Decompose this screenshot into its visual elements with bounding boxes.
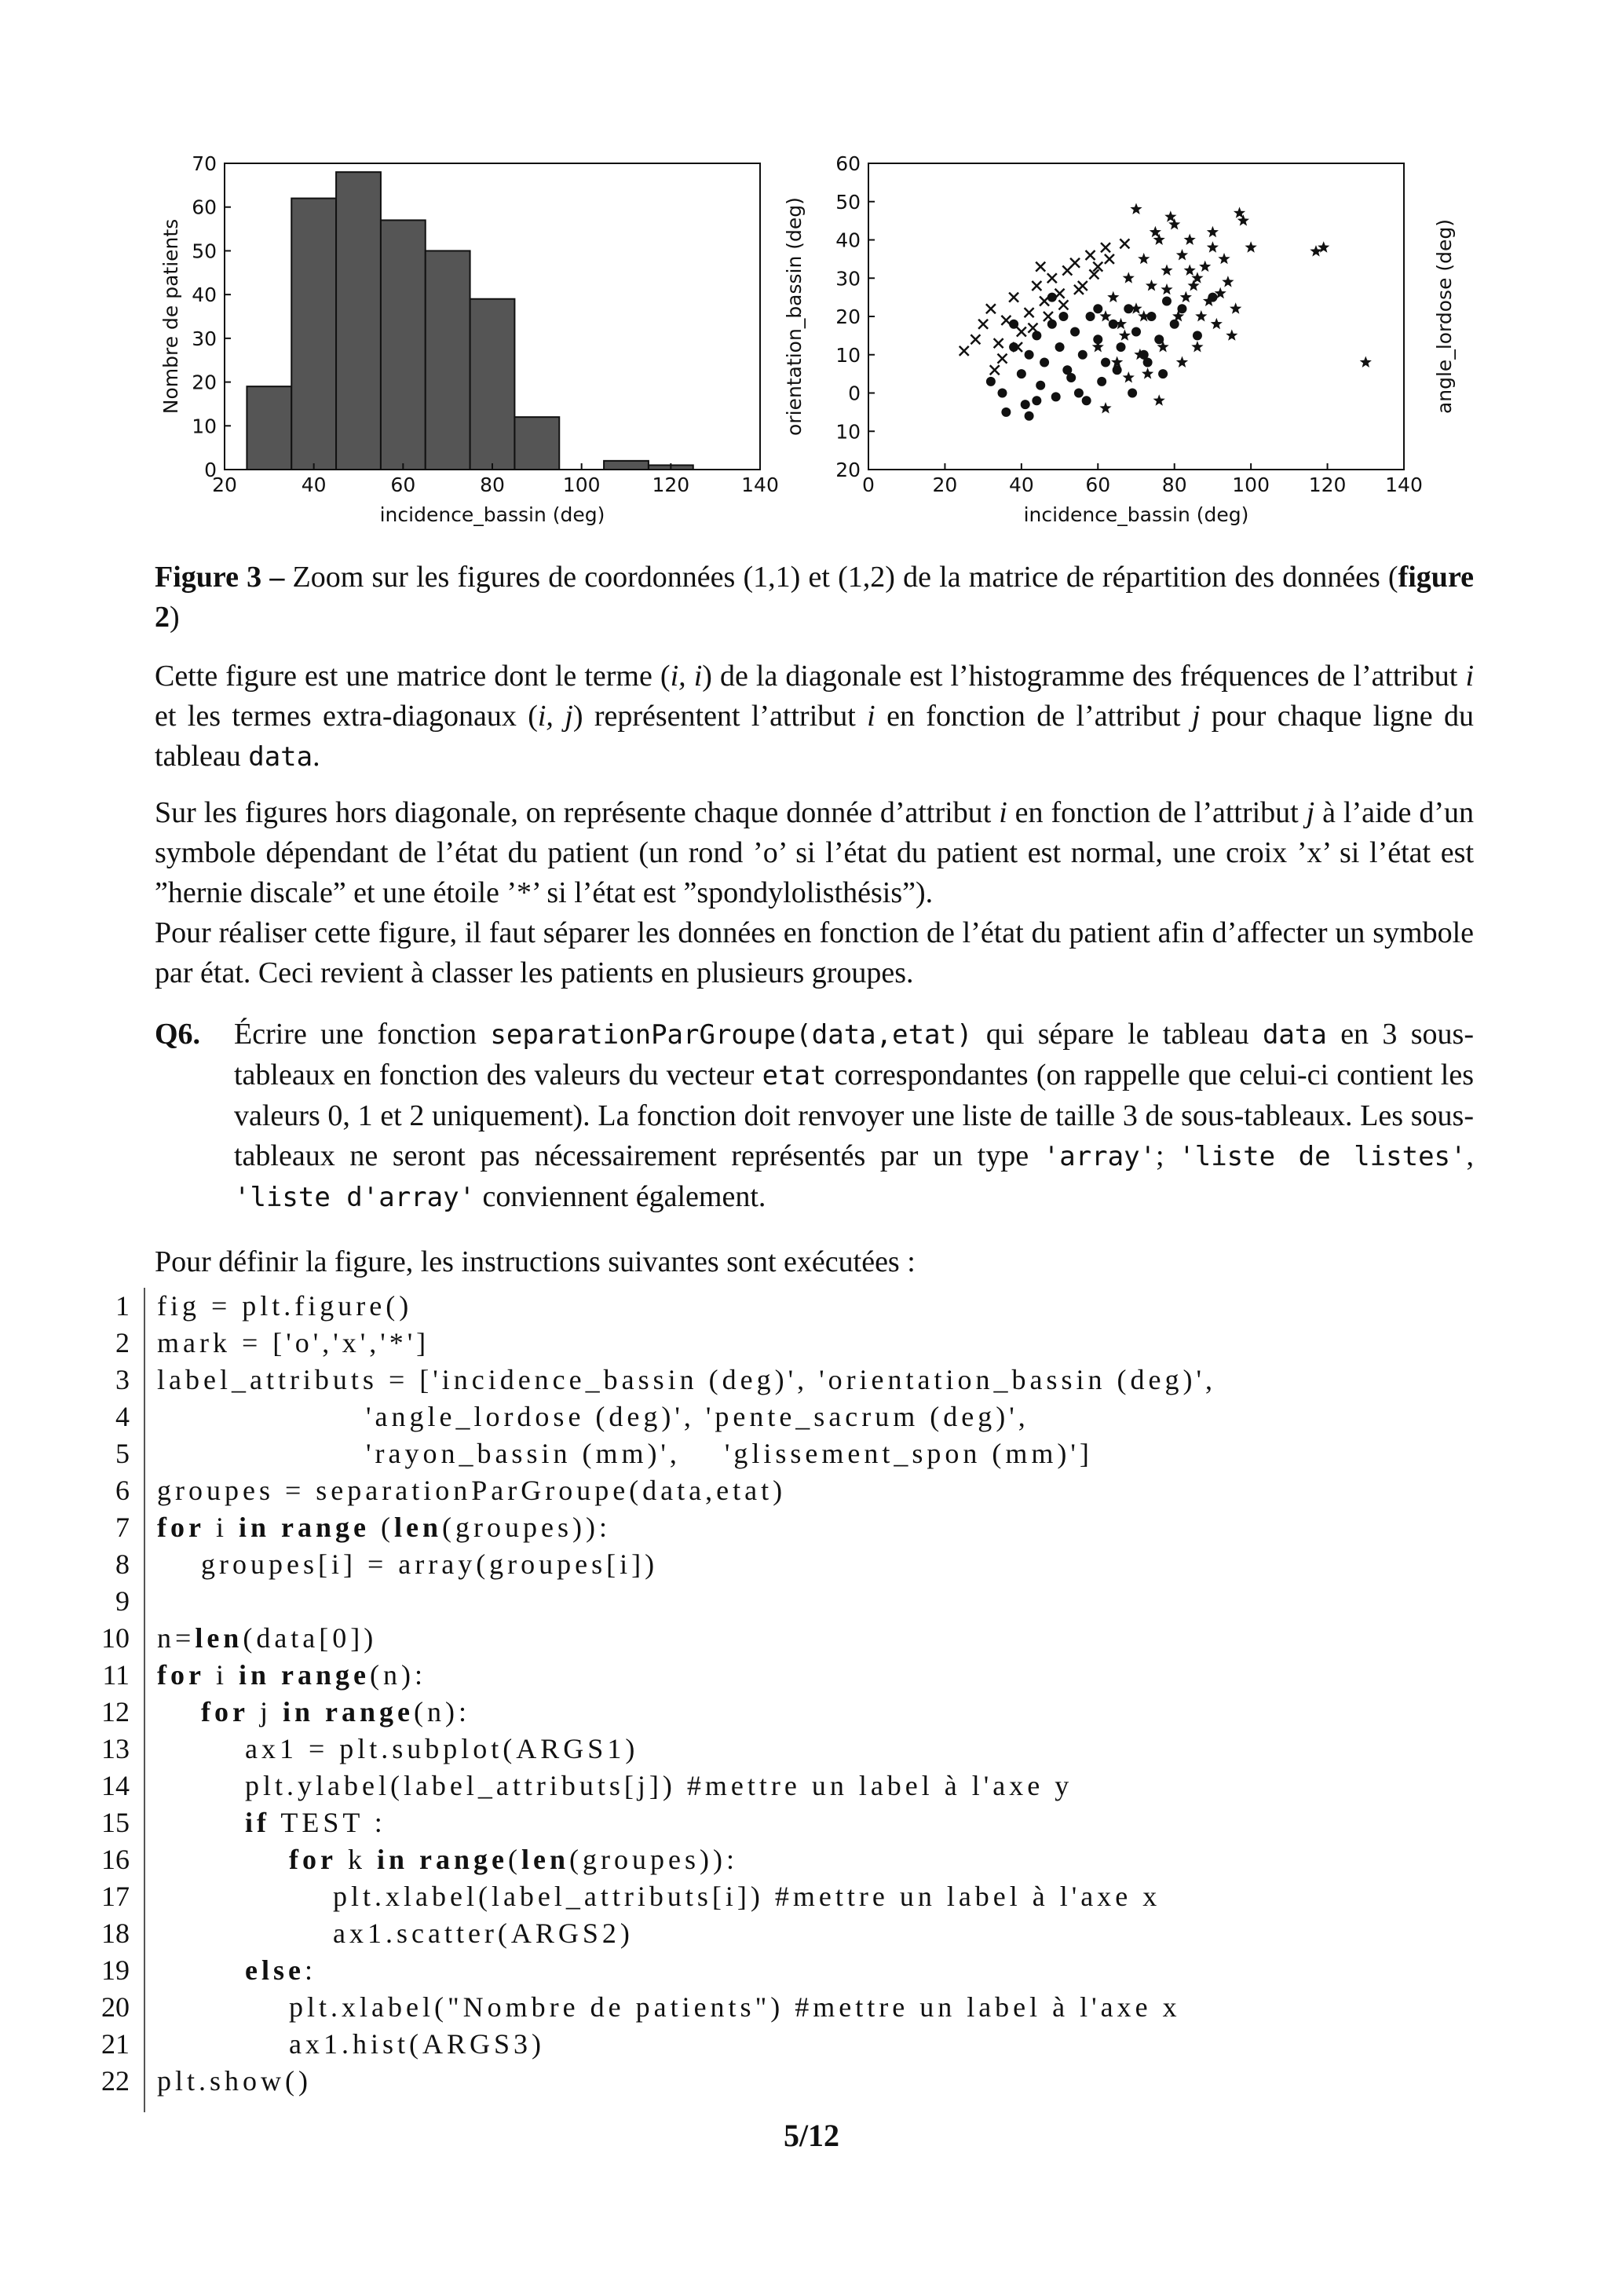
code-line <box>0 1915 1623 1952</box>
scatter-point-star <box>1099 402 1111 414</box>
scatter-point-star <box>1161 265 1172 276</box>
scatter-point-star <box>1188 280 1200 291</box>
scatter-point-star <box>1176 249 1188 261</box>
code-line-number: 1 <box>115 1290 130 1322</box>
scatter-point-circle <box>998 389 1007 398</box>
scatter-point-circle <box>1066 373 1076 382</box>
scatter-point-cross <box>1047 273 1057 283</box>
code-line <box>0 1989 1623 2026</box>
x-tick-label: 20 <box>212 473 237 496</box>
x-tick-label: 20 <box>932 473 958 496</box>
code-line-number: 11 <box>102 1659 130 1691</box>
p2-text: Sur les figures hors diagonale, on représente chaque donnée d’attribut <box>155 796 1000 829</box>
code-line <box>0 1804 1623 1841</box>
question-6 <box>234 1015 1474 1218</box>
scatter-point-cross <box>1058 300 1068 309</box>
y-tick-label: 50 <box>192 239 217 263</box>
scatter-point-star <box>1168 218 1180 230</box>
scatter-point-circle <box>1036 381 1045 390</box>
scatter-point-star <box>1245 241 1257 252</box>
scatter-point-star <box>1360 356 1372 368</box>
q6-code: 'liste d'array' <box>234 1182 476 1213</box>
scatter-point-cross <box>1017 327 1026 337</box>
scatter-point-star <box>1218 253 1230 264</box>
scatter-point-circle <box>1082 396 1091 405</box>
paragraph-1 <box>155 656 1474 777</box>
q6-text: Écrire une fonction <box>234 1018 491 1051</box>
scatter-point-circle <box>1058 312 1068 321</box>
scatter-point-circle <box>1170 320 1179 329</box>
scatter-point-cross <box>990 365 1000 375</box>
scatter-point-circle <box>1001 408 1011 417</box>
x-tick-label: 0 <box>862 473 875 496</box>
x-tick-label: 140 <box>1385 473 1423 496</box>
x-tick-label: 40 <box>1008 473 1034 496</box>
code-line-number: 13 <box>101 1733 130 1764</box>
y-tick-label: 10 <box>192 415 217 438</box>
y-tick-label: 60 <box>835 152 861 175</box>
scatter-point-circle <box>1021 400 1030 409</box>
code-line <box>0 1841 1623 1878</box>
code-line-text: mark = ['o','x','*'] <box>157 1327 430 1358</box>
q6-text: qui sépare le tableau <box>972 1018 1263 1051</box>
code-line-text: 'rayon_bassin (mm)', 'glissement_spon (mm)'] <box>157 1438 1093 1469</box>
scatter-point-cross <box>960 346 969 356</box>
caption-label: Figure 3 – <box>155 561 285 594</box>
code-line-number: 18 <box>101 1918 130 1949</box>
code-line-number: 20 <box>101 1991 130 2023</box>
code-line-text: ax1.scatter(ARGS2) <box>157 1918 634 1949</box>
code-line-text: for i in range (len(groupes)): <box>157 1512 611 1543</box>
code-line-number: 14 <box>101 1770 130 1801</box>
code-line-number: 2 <box>115 1327 130 1358</box>
scatter-point-circle <box>1055 342 1065 352</box>
scatter-point-circle <box>1017 369 1026 378</box>
scatter-point-circle <box>1097 377 1106 386</box>
x-tick-label: 140 <box>741 473 779 496</box>
p2-math: j <box>1306 796 1315 829</box>
x-tick-label: 120 <box>1308 473 1347 496</box>
code-line <box>0 1398 1623 1435</box>
code-line-number: 8 <box>115 1548 130 1580</box>
code-line <box>0 1546 1623 1583</box>
y-tick-label: 50 <box>835 190 861 214</box>
scatter-point-cross <box>1036 262 1045 272</box>
caption-text: Zoom sur les figures de coordonnées (1,1) et (1,2) de la matrice de répartition des données ( <box>284 561 1398 594</box>
scatter-point-circle <box>1070 327 1080 337</box>
scatter-point-circle <box>1086 312 1095 321</box>
scatter-point-circle <box>1158 369 1168 378</box>
scatter-point-star <box>1092 341 1104 353</box>
scatter-point-circle <box>1040 358 1049 367</box>
scatter-point-cross <box>1044 312 1053 321</box>
scatter-point-circle <box>1193 331 1202 340</box>
q6-code: 'array' <box>1043 1141 1157 1172</box>
scatter-point-circle <box>1025 411 1034 421</box>
p1-math: j <box>1191 700 1201 733</box>
scatter-point-cross <box>1040 297 1049 306</box>
scatter-point-circle <box>1032 396 1041 405</box>
code-line-text: else: <box>245 1954 316 1986</box>
code-line <box>0 2026 1623 2063</box>
q6-code: 'liste de listes' <box>1179 1141 1467 1172</box>
x-axis-label: incidence_bassin (deg) <box>1023 503 1249 526</box>
y-axis-label: Nombre de patients <box>159 218 182 415</box>
scatter-point-star <box>1199 261 1211 272</box>
code-line-text: plt.ylabel(label_attributs[j]) #mettre un label à l'axe y <box>157 1770 1073 1801</box>
code-line-number: 4 <box>115 1401 130 1432</box>
x-tick-label: 100 <box>562 473 601 496</box>
scatter-point-star <box>1123 272 1135 283</box>
page-number: 5/12 <box>783 2118 840 2153</box>
scatter-chart <box>0 0 1623 550</box>
scatter-point-circle <box>1074 389 1084 398</box>
y-tick-label: 20 <box>835 305 861 328</box>
x-tick-label: 100 <box>1232 473 1270 496</box>
y-tick-label: 0 <box>848 382 861 405</box>
q6-code: data <box>1262 1019 1327 1051</box>
scatter-point-circle <box>1101 358 1110 367</box>
q6-code: separationParGroupe(data,etat) <box>490 1019 973 1051</box>
scatter-point-star <box>1142 367 1153 379</box>
p1-text: en fonction de l’attribut <box>875 700 1192 733</box>
scatter-point-circle <box>1093 304 1102 313</box>
q6-label: Q6. <box>155 1018 201 1051</box>
p1-math: i <box>1465 660 1474 693</box>
p1-text: . <box>313 740 320 773</box>
scatter-point-cross <box>971 335 980 344</box>
scatter-point-star <box>1184 234 1196 246</box>
code-line <box>0 1362 1623 1398</box>
code-line-number: 5 <box>115 1438 130 1469</box>
scatter-point-cross <box>1101 243 1110 252</box>
code-line-text: plt.show() <box>157 2065 312 2097</box>
code-line <box>0 1435 1623 1472</box>
scatter-point-star <box>1138 253 1150 264</box>
y-tick-label: 40 <box>192 283 217 307</box>
scatter-point-circle <box>1051 392 1061 401</box>
y-tick-label: 60 <box>192 196 217 219</box>
code-line <box>0 1768 1623 1804</box>
scatter-point-cross <box>998 354 1007 364</box>
scatter-point-star <box>1176 356 1188 368</box>
y-tick-label: 20 <box>835 459 861 481</box>
scatter-point-cross <box>1074 285 1084 294</box>
code-line <box>0 1472 1623 1509</box>
p1-math: i, j <box>537 700 573 733</box>
scatter-point-star <box>1130 203 1142 215</box>
code-line-text: ax1.hist(ARGS3) <box>157 2028 545 2060</box>
code-line <box>0 1878 1623 1915</box>
code-line-text: groupes = separationParGroupe(data,etat) <box>157 1475 787 1506</box>
p1-text: Cette figure est une matrice dont le terme ( <box>155 660 671 693</box>
scatter-point-circle <box>1124 304 1133 313</box>
code-line-number: 3 <box>115 1364 130 1395</box>
scatter-point-cross <box>1070 258 1080 268</box>
scatter-point-circle <box>1078 350 1087 360</box>
y-tick-label: 30 <box>192 327 217 350</box>
p1-math: i, i <box>670 660 703 693</box>
q6-text: ; <box>1156 1139 1179 1172</box>
code-line-number: 21 <box>101 2028 130 2060</box>
y-tick-label: 10 <box>835 343 861 367</box>
code-line-text: fig = plt.figure() <box>157 1290 413 1322</box>
x-tick-label: 60 <box>390 473 416 496</box>
paragraph-2 <box>155 793 1474 993</box>
code-line-text: for k in range(len(groupes)): <box>289 1844 738 1875</box>
code-line-number: 15 <box>101 1807 130 1838</box>
p2-text: Pour réaliser cette figure, il faut séparer les données en fonction de l’état du patient afin d’affecter un symbole par état. Ceci revient à classer les patients en plusieurs groupes. <box>155 916 1474 989</box>
y-tick-label: 40 <box>835 229 861 252</box>
x-tick-label: 40 <box>301 473 327 496</box>
p2-math: i <box>999 796 1007 829</box>
x-axis-label: incidence_bassin (deg) <box>379 503 605 526</box>
code-line <box>0 1620 1623 1657</box>
code-line-number: 22 <box>101 2065 130 2097</box>
code-line-text: ax1 = plt.subplot(ARGS1) <box>157 1733 639 1764</box>
code-line-number: 7 <box>115 1512 130 1543</box>
code-line-number: 16 <box>101 1844 130 1875</box>
scatter-point-cross <box>1001 316 1011 325</box>
scatter-point-cross <box>1009 293 1018 302</box>
code-line-number: 6 <box>115 1475 130 1506</box>
scatter-point-cross <box>1105 254 1114 264</box>
y-tick-label: 20 <box>192 371 217 394</box>
figure-3 <box>0 0 1623 550</box>
code-line <box>0 1731 1623 1768</box>
scatter-point-cross <box>986 304 996 313</box>
p1-text: et les termes extra-diagonaux ( <box>155 700 538 733</box>
x-tick-label: 120 <box>652 473 690 496</box>
scatter-point-star <box>1180 291 1192 303</box>
code-line <box>0 1952 1623 1989</box>
caption-close: ) <box>170 601 180 634</box>
scatter-point-star <box>1230 302 1241 313</box>
q6-code: etat <box>762 1060 827 1091</box>
code-line-text: plt.xlabel(label_attributs[i]) #mettre un label à l'axe x <box>157 1881 1161 1912</box>
p2-text: en fonction de l’attribut <box>1007 796 1307 829</box>
caption-ref: figure 2 <box>155 561 1474 634</box>
code-line <box>0 1657 1623 1694</box>
scatter-point-cross <box>1028 324 1037 333</box>
q6-text: en 3 sous-tableaux en fonction des valeurs du vecteur <box>234 1018 1474 1091</box>
scatter-point-star <box>1207 226 1219 237</box>
code-line-number: 17 <box>101 1881 130 1912</box>
y-tick-label: 70 <box>192 152 217 175</box>
code-line-text: n=len(data[0]) <box>157 1622 378 1654</box>
scatter-point-cross <box>1055 289 1065 298</box>
scatter-point-circle <box>1162 297 1172 306</box>
scatter-point-star <box>1115 318 1127 329</box>
scatter-point-cross <box>978 320 988 329</box>
code-line-text: label_attributs = ['incidence_bassin (deg)', 'orientation_bassin (deg)', <box>157 1364 1216 1395</box>
scatter-point-star <box>1119 329 1131 340</box>
code-line-number: 19 <box>101 1954 130 1986</box>
scatter-point-cross <box>1086 250 1095 260</box>
p2-text: à l’aide d’un symbole dépendant de l’état du patient (un rond ’o’ si l’état du patient est normal, une croix ’x’ si l’état est ”hernie discale” et une étoile ’*’ si l’état est ”spondylolisthésis”). <box>155 796 1474 909</box>
q6-text: , <box>1466 1139 1474 1172</box>
code-line-text: if TEST : <box>245 1807 386 1838</box>
p1-text: ) de la diagonale est l’histogramme des fréquences de l’attribut <box>702 660 1466 693</box>
scatter-point-star <box>1226 329 1237 340</box>
code-line <box>0 1288 1623 1325</box>
code-line-number: 10 <box>101 1622 130 1654</box>
scatter-point-star <box>1138 310 1150 322</box>
p1-math: i <box>867 700 875 733</box>
y-axis-label-right: angle_lordose (deg) <box>1433 218 1456 415</box>
scatter-point-star <box>1130 302 1142 313</box>
scatter-point-star <box>1211 318 1223 329</box>
x-tick-label: 80 <box>1161 473 1187 496</box>
p1-text: pour chaque ligne du tableau <box>155 700 1474 773</box>
scatter-point-cross <box>994 338 1003 348</box>
scatter-point-cross <box>1025 308 1034 317</box>
y-tick-label: 0 <box>204 459 217 481</box>
scatter-point-star <box>1237 214 1249 226</box>
y-axis-label-left: orientation_bassin (deg) <box>783 197 806 436</box>
q6-text: conviennent également. <box>475 1180 766 1213</box>
scatter-point-circle <box>986 377 996 386</box>
code-line-text: for j in range(n): <box>201 1696 470 1727</box>
code-line-text: groupes[i] = array(groupes[i]) <box>157 1548 659 1580</box>
scatter-point-star <box>1195 310 1207 322</box>
scatter-point-circle <box>1128 389 1137 398</box>
scatter-point-cross <box>1120 239 1129 248</box>
scatter-point-star <box>1146 280 1157 291</box>
scatter-point-star <box>1191 341 1203 353</box>
scatter-point-star <box>1161 283 1172 294</box>
q6-text: correspondantes (on rappelle que celui-ci contient les valeurs 0, 1 et 2 uniquement). La fonction doit renvoyer une liste de taille 3 de sous-tableaux. Les sous-tableaux ne seront pas nécessairement représentés par un type <box>234 1058 1474 1172</box>
code-line <box>0 1694 1623 1731</box>
scatter-point-star <box>1153 394 1165 405</box>
p1-code: data <box>248 741 313 773</box>
scatter-point-circle <box>1025 350 1034 360</box>
figure-caption <box>155 558 1474 638</box>
code-line-number: 9 <box>115 1585 130 1617</box>
code-line-number: 12 <box>101 1696 130 1727</box>
code-line-text: for i in range(n): <box>157 1659 426 1691</box>
x-tick-label: 60 <box>1085 473 1111 496</box>
scatter-point-star <box>1153 234 1165 246</box>
y-tick-label: 10 <box>835 420 861 444</box>
code-line <box>0 1325 1623 1362</box>
scatter-point-star <box>1123 371 1135 383</box>
scatter-point-star <box>1184 265 1196 276</box>
scatter-point-circle <box>1143 358 1153 367</box>
code-line-text: plt.xlabel("Nombre de patients") #mettre un label à l'axe x <box>157 1991 1181 2023</box>
code-line-text: 'angle_lordose (deg)', 'pente_sacrum (deg)', <box>157 1401 1029 1432</box>
p1-text: ) représentent l’attribut <box>572 700 868 733</box>
scatter-point-star <box>1207 241 1219 252</box>
scatter-point-circle <box>1146 312 1156 321</box>
scatter-point-cross <box>1032 281 1041 291</box>
scatter-point-star <box>1107 291 1119 303</box>
code-line <box>0 1583 1623 1620</box>
scatter-point-circle <box>1131 327 1141 337</box>
scatter-point-circle <box>1109 320 1118 329</box>
y-tick-label: 30 <box>835 267 861 291</box>
code-intro: Pour définir la figure, les instructions suivantes sont exécutées : <box>155 1245 916 1278</box>
code-line <box>0 1509 1623 1546</box>
scatter-point-circle <box>1117 342 1126 352</box>
code-line <box>0 2063 1623 2100</box>
x-tick-label: 80 <box>480 473 505 496</box>
scatter-point-star <box>1222 276 1234 287</box>
